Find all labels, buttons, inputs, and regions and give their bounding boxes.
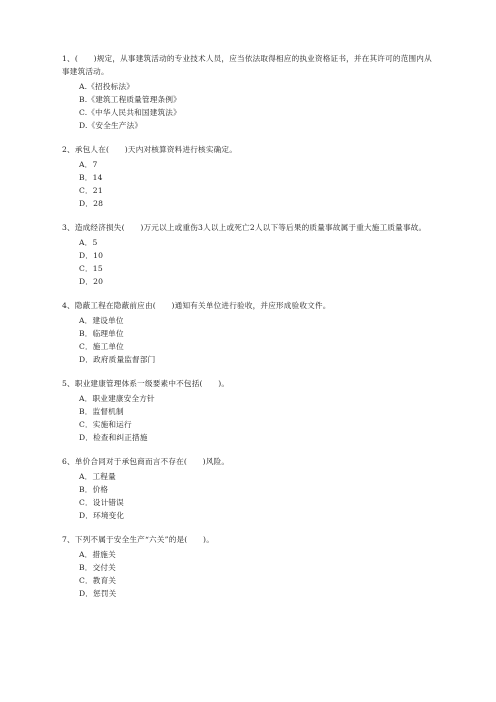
option-b: D．10 <box>79 251 104 260</box>
question-stem: 2、承包人在( )天内对核算资料进行核实确定。 <box>62 145 238 154</box>
option-a: A.《招投标法》 <box>79 82 135 91</box>
option-d: D．20 <box>79 277 104 286</box>
question-1 <box>62 52 434 132</box>
option-c: C．15 <box>79 264 103 273</box>
question-stem: 1、( )规定，从事建筑活动的专业技术人员，应当依法取得相应的执业资格证书，并在其许可的范围内从事建筑活动。 <box>62 54 432 76</box>
option-d: D.《安全生产法》 <box>79 121 143 130</box>
question-4 <box>62 299 434 366</box>
option-d: D．环境变化 <box>79 511 125 520</box>
question-stem: 6、单价合同对于承包商而言不存在( )风险。 <box>62 457 230 466</box>
question-stem: 4、隐蔽工程在隐蔽前应由( )通知有关单位进行验收，并应形成验收文件。 <box>62 301 331 310</box>
option-c: C．实施和运行 <box>79 420 132 429</box>
question-2 <box>62 143 434 210</box>
option-d: D．政府质量监督部门 <box>79 355 156 364</box>
option-a: A．措施关 <box>79 550 116 559</box>
option-b: B．14 <box>79 173 103 182</box>
option-b: B．价格 <box>79 485 109 494</box>
question-7 <box>62 533 434 600</box>
question-stem: 7、下列不属于安全生产“六关”的是( )。 <box>62 535 215 544</box>
option-b: B.《建筑工程质量管理条例》 <box>79 95 181 104</box>
option-a: A．5 <box>79 238 98 247</box>
option-d: D．28 <box>79 199 104 208</box>
option-a: A．工程量 <box>79 472 116 481</box>
option-a: A．建设单位 <box>79 316 124 325</box>
question-stem: 5、职业建康管理体系一级要素中不包括( )。 <box>62 379 230 388</box>
option-c: C．施工单位 <box>79 342 124 351</box>
option-c: C．21 <box>79 186 103 195</box>
question-6 <box>62 455 434 522</box>
option-b: B．监督机制 <box>79 407 124 416</box>
option-c: C．设计错误 <box>79 498 124 507</box>
option-c: C.《中华人民共和国建筑法》 <box>79 108 181 117</box>
option-c: C．教育关 <box>79 576 117 585</box>
option-d: D．惩罚关 <box>79 589 117 598</box>
option-a: A．7 <box>79 160 98 169</box>
option-b: B．临理单位 <box>79 329 124 338</box>
question-5 <box>62 377 434 444</box>
option-d: D．检查和纠正措施 <box>79 433 148 442</box>
option-b: B．交付关 <box>79 563 116 572</box>
question-3 <box>62 221 434 288</box>
option-a: A．职业建康安全方针 <box>79 394 155 403</box>
question-stem: 3、造成经济损失( )万元以上或重伤3人以上或死亡2人以下等后果的质量事故属于重大施工质量事故。 <box>62 223 427 232</box>
